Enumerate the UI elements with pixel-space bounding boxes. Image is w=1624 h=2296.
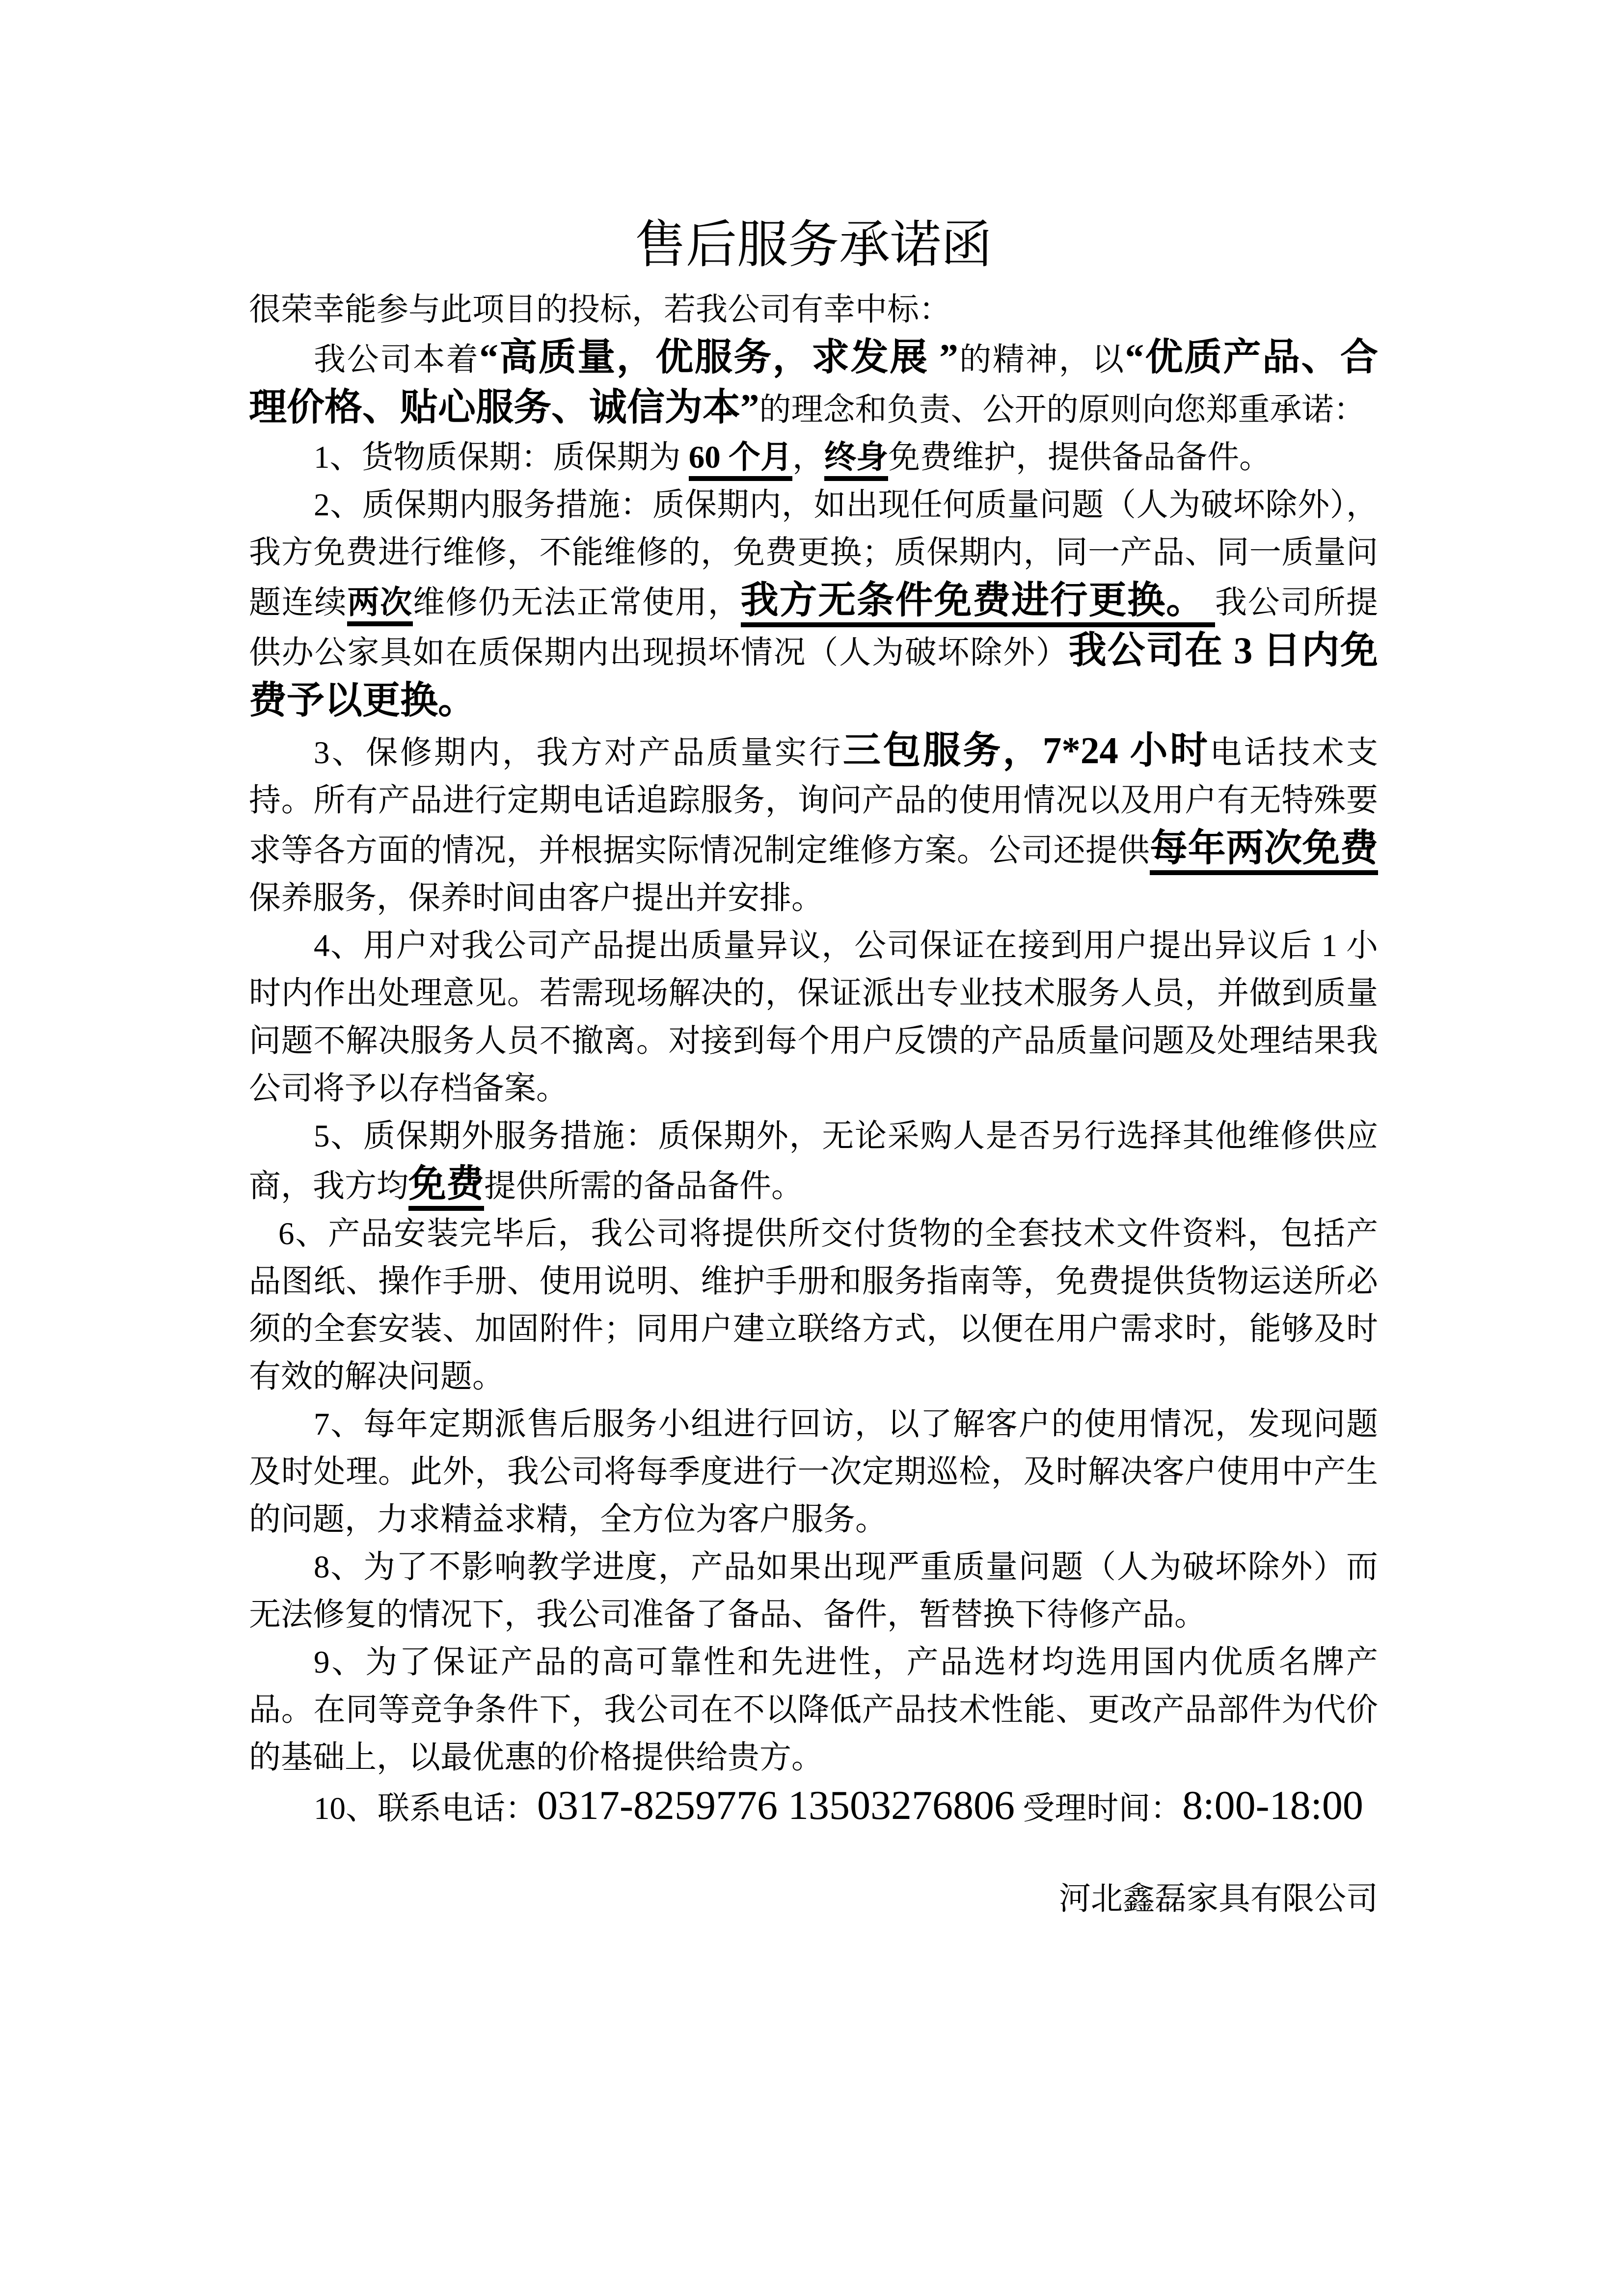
intro-line-1-text: 很荣幸能参与此项目的投标，若我公司有幸中标：: [249, 292, 951, 327]
list-item-9-quality-materials: [249, 1639, 1378, 1782]
emphasis-three-guarantees-7x24: 三包服务，7*24 小时: [842, 729, 1210, 772]
list-item-1-warranty-period: [249, 434, 1378, 481]
item-text: 提供所需的备品备件。: [484, 1169, 804, 1204]
emphasis-two-times: 两次: [347, 585, 413, 626]
signature-company-name: [249, 1875, 1378, 1923]
item-text: 我公司所提供办公家具如在质保期内出现损坏情况（人为破坏除外）: [249, 585, 1378, 670]
item-text: 2、质保期内服务措施：质保期内，如出现任何质量问题（人为破坏除外），我方免费进行维修，不能维修的，免费更换；质保期内，同一产品、同一质量问题连续: [249, 487, 1378, 620]
item-text: 7、每年定期派售后服务小组进行回访，以了解客户的使用情况，发现问题及时处理。此外，我公司将每季度进行一次定期巡检，及时解决客户使用中产生的问题，力求精益求精，全方位为客户服务。: [249, 1407, 1378, 1537]
intro-run: 的理念和负责、公开的原则向您郑重承诺：: [759, 392, 1366, 427]
item-text: 10、联系电话：: [314, 1791, 538, 1826]
emphasis-quote-spirit: “高质量，优服务，求发展 ”: [479, 336, 958, 378]
emphasis-lifetime: 终身: [824, 440, 888, 481]
item-text: 保养服务，保养时间由客户提出并安排。: [249, 881, 824, 916]
list-item-2-in-warranty-service: [249, 481, 1378, 727]
item-text: 4、用户对我公司产品提出质量异议，公司保证在接到用户提出异议后 1 小时内作出处理意见。若需现场解决的，保证派出专业技术服务人员，并做到质量问题不解决服务人员不撤离。对接到每个用户反馈的产品质量问题及处理结果我公司将予以存档备案。: [249, 928, 1378, 1106]
emphasis-quote-principles: “优质产品、合理价格、贴心服务、诚信为本”: [249, 336, 1378, 428]
item-text: 8、为了不影响教学进度，产品如果出现严重质量问题（人为破坏除外）而无法修复的情况下，我公司准备了备品、备件，暂替换下待修产品。: [249, 1549, 1378, 1632]
document-title: 售后服务承诺函: [634, 217, 992, 273]
emphasis-free: 免费: [408, 1163, 484, 1211]
item-text: 1、货物质保期：质保期为: [314, 440, 689, 475]
intro-line-2: [249, 334, 1378, 434]
service-hours: 8:00-18:00: [1182, 1783, 1363, 1828]
item-text: 5、质保期外服务措施：质保期外，无论采购人是否另行选择其他维修供应商，我方均: [249, 1119, 1378, 1204]
item-text: 受理时间：: [1015, 1791, 1183, 1826]
item-text: 6、产品安装完毕后，我公司将提供所交付货物的全套技术文件资料，包括产品图纸、操作手册、使用说明、维护手册和服务指南等，免费提供货物运送所必须的全套安装、加固附件；同用户建立联络方式，以便在用户需求时，能够及时有效的解决问题。: [249, 1216, 1378, 1394]
company-name-text: 河北鑫磊家具有限公司: [1058, 1881, 1378, 1917]
list-item-7-return-visits: [249, 1401, 1378, 1544]
item-text: 免费维护，提供备品备件。: [888, 440, 1272, 475]
item-text: 维修仍无法正常使用，: [412, 585, 741, 620]
item-text: ，: [792, 440, 825, 475]
intro-line-1: [249, 286, 1378, 334]
list-item-6-technical-documents: [249, 1210, 1378, 1401]
phone-numbers: 0317-8259776 13503276806: [537, 1783, 1015, 1828]
item-text: 9、为了保证产品的高可靠性和先进性，产品选材均选用国内优质名牌产品。在同等竞争条件下，我公司在不以降低产品技术性能、更改产品部件为代价的基础上，以最优惠的价格提供给贵方。: [249, 1645, 1378, 1775]
emphasis-replace-in-3-days: 我公司在 3 日内免费予以更换。: [249, 629, 1378, 721]
emphasis-twice-yearly-free: 每年两次免费: [1150, 827, 1378, 875]
intro-run: 的精神，以: [958, 342, 1125, 377]
emphasis-unconditional-replacement: 我方无条件免费进行更换。: [741, 579, 1215, 627]
item-text: 3、保修期内，我方对产品质量实行: [314, 735, 843, 771]
intro-run: 我公司本着: [314, 342, 480, 377]
list-item-5-out-of-warranty: [249, 1113, 1378, 1210]
list-item-10-contact-phone: [249, 1782, 1378, 1833]
list-item-3-warranty-support: [249, 727, 1378, 922]
list-item-8-spare-replacement: [249, 1544, 1378, 1639]
list-item-4-quality-objection: [249, 922, 1378, 1113]
item-text: 电话技术支持。所有产品进行定期电话追踪服务，询问产品的使用情况以及用户有无特殊要求等各方面的情况，并根据实际情况制定维修方案。公司还提供: [249, 735, 1378, 868]
emphasis-60-months: 60 个月: [689, 440, 792, 481]
